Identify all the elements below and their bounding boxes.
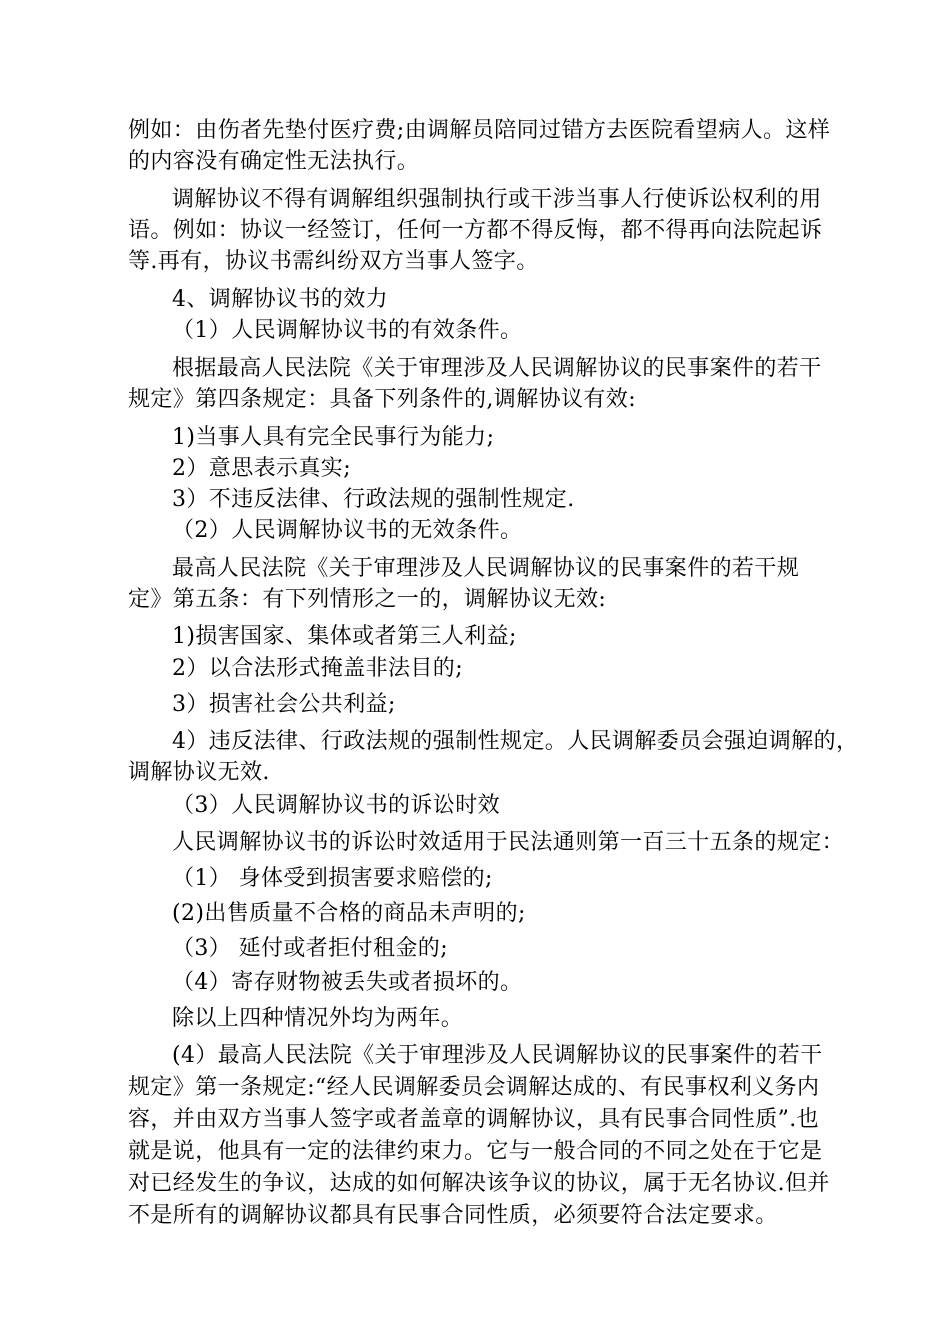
- list-item: （3） 延付或者拒付租金的;: [172, 936, 449, 961]
- text-line: 调解协议无效.: [128, 760, 270, 785]
- text-line: 根据最高人民法院《关于审理涉及人民调解协议的民事案件的若干: [172, 356, 822, 381]
- text-line: 调解协议不得有调解组织强制执行或干涉当事人行使诉讼权利的用: [172, 187, 822, 212]
- list-item: 3）不违反法律、行政法规的强制性规定.: [172, 487, 575, 512]
- list-item: 4）违反法律、行政法规的强制性规定。人民调解委员会强迫调解的，: [172, 729, 859, 754]
- subsection-heading: （3）人民调解协议书的诉讼时效: [172, 793, 500, 818]
- list-item: （4）寄存财物被丢失或者损坏的。: [172, 970, 523, 995]
- list-item: 1)损害国家、集体或者第三人利益;: [172, 624, 517, 649]
- list-item: (2)出售质量不合格的商品未声明的;: [172, 901, 526, 926]
- text-line: 语。例如：协议一经签订，任何一方都不得反悔，都不得再向法院起诉: [128, 218, 823, 243]
- subsection-heading: （1）人民调解协议书的有效条件。: [172, 318, 523, 343]
- text-line: 等.再有，协议书需纠纷双方当事人签字。: [128, 249, 539, 274]
- text-line: 不是所有的调解协议都具有民事合同性质，必须要符合法定要求。: [128, 1203, 778, 1228]
- text-line: 规定》第一条规定:“经人民调解委员会调解达成的、有民事权利义务内: [128, 1075, 820, 1100]
- text-line: 就是说，他具有一定的法律约束力。它与一般合同的不同之处在于它是: [128, 1139, 823, 1164]
- list-item: 1)当事人具有完全民事行为能力;: [172, 425, 495, 450]
- list-item: 3）损害社会公共利益;: [172, 692, 396, 717]
- text-line: 对已经发生的争议，达成的如何解决该争议的协议，属于无名协议.但并: [128, 1171, 830, 1196]
- subsection-heading: （2）人民调解协议书的无效条件。: [172, 518, 523, 543]
- text-line: 定》第五条：有下列情形之一的，调解协议无效:: [128, 587, 607, 612]
- list-item: 2）以合法形式掩盖非法目的;: [172, 656, 464, 681]
- text-line: 的内容没有确定性无法执行。: [128, 149, 420, 174]
- text-line: 例如：由伤者先垫付医疗费;由调解员陪同过错方去医院看望病人。这样: [128, 118, 831, 143]
- list-item: 2）意思表示真实;: [172, 456, 352, 481]
- section-heading: 4、调解协议书的效力: [172, 287, 388, 312]
- list-item: （1） 身体受到损害要求赔偿的;: [172, 866, 493, 891]
- text-line: 除以上四种情况外均为两年。: [172, 1006, 464, 1031]
- text-line: (4）最高人民法院《关于审理涉及人民调解协议的民事案件的若干: [172, 1043, 823, 1068]
- text-line: 容，并由双方当事人签字或者盖章的调解协议，具有民事合同性质”.也: [128, 1107, 820, 1132]
- text-line: 人民调解协议书的诉讼时效适用于民法通则第一百三十五条的规定：: [172, 830, 845, 855]
- text-line: 最高人民法院《关于审理涉及人民调解协议的民事案件的若干规: [172, 556, 800, 581]
- text-line: 规定》第四条规定：具备下列条件的,调解协议有效:: [128, 387, 637, 412]
